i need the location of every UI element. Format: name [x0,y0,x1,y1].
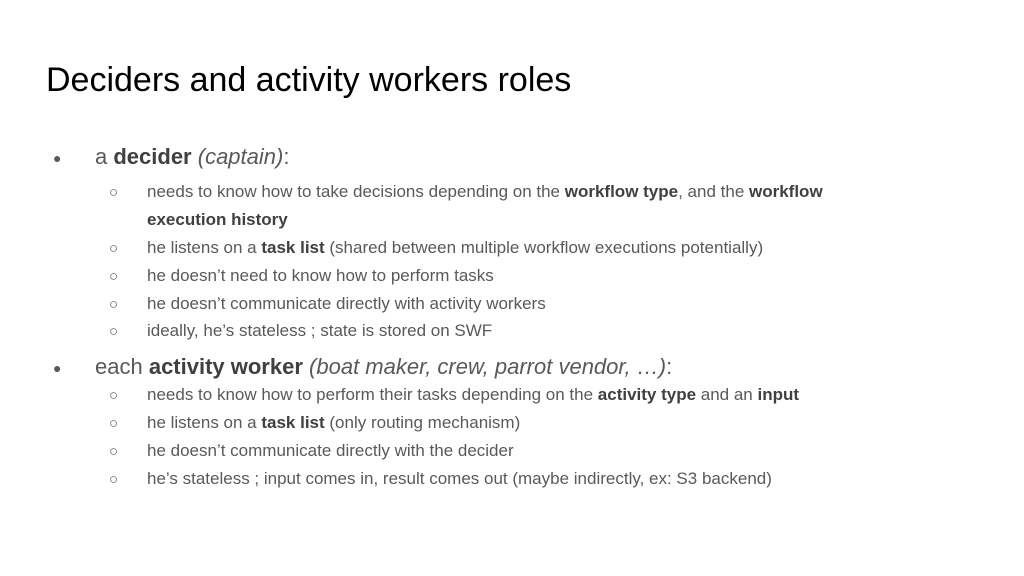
slide-title: Deciders and activity workers roles [46,61,572,99]
worker-heading: each activity worker (boat maker, crew, parrot vendor, …): [95,354,673,379]
decider-term: decider [113,144,192,169]
bullet-icon: ● [53,360,62,376]
worker-term: activity worker [148,354,303,379]
circle-bullet-icon: ○ [109,240,119,257]
circle-bullet-icon: ○ [109,323,119,340]
circle-bullet-icon: ○ [109,184,119,201]
circle-bullet-icon: ○ [109,415,119,432]
decider-heading: a decider (captain): [95,144,290,169]
circle-bullet-icon: ○ [109,296,119,313]
decider-paren: (captain) [197,144,284,169]
circle-bullet-icon: ○ [109,471,119,488]
bullet-icon: ● [53,150,62,166]
worker-paren: (boat maker, crew, parrot vendor, …) [309,354,667,379]
circle-bullet-icon: ○ [109,387,119,404]
circle-bullet-icon: ○ [109,443,119,460]
circle-bullet-icon: ○ [109,268,119,285]
